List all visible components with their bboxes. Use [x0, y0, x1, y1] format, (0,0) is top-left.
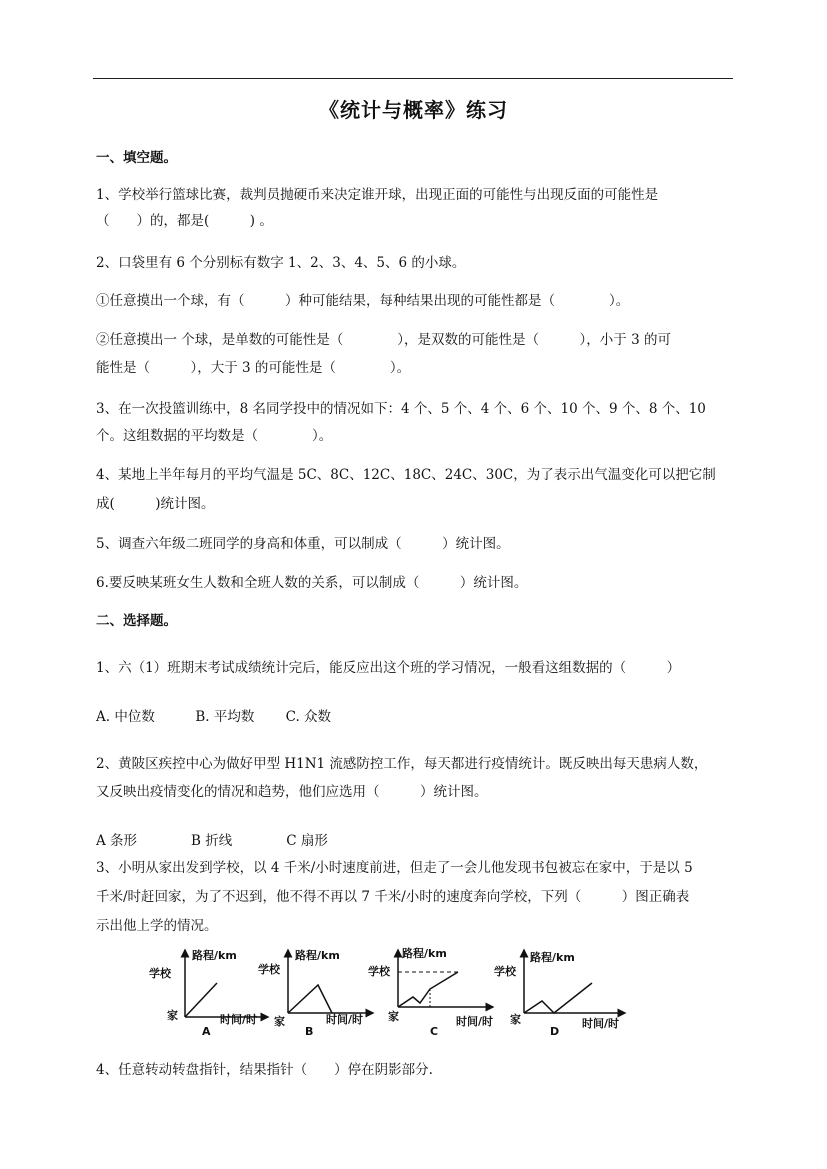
question-line: 6.要反映某班女生人数和全班人数的关系，可以制成（ ）统计图。 — [96, 575, 528, 591]
graph-option-d — [494, 945, 634, 1044]
section-1-heading: 一、填空题。 — [96, 150, 177, 166]
y-axis-label: 路程/km — [530, 951, 575, 964]
question-line: 4、任意转动转盘指针，结果指针（ ）停在阴影部分. — [96, 1062, 433, 1078]
question-line: 4、某地上半年每月的平均气温是 5C、8C、12C、18C、24C、30C，为了表示出气温变化可以把它制 — [96, 467, 716, 483]
page-title: 《统计与概率》练习 — [319, 98, 508, 122]
question-line: 3、小明从家出发到学校，以 4 千米/小时速度前进，但走了一会儿他发现书包被忘在家中，于是以 5 — [96, 860, 693, 876]
question-line: 2、口袋里有 6 个分别标有数字 1、2、3、4、5、6 的小球。 — [96, 255, 466, 271]
question-line: 2、黄陂区疾控中心为做好甲型 H1N1 流感防控工作，每天都进行疫情统计。既反映出每天患病人数， — [96, 756, 708, 772]
graph-option-a — [145, 945, 275, 1044]
x-axis-label: 时间/时 — [220, 1013, 258, 1026]
question-line: ②任意摸出一 个球，是单数的可能性是（ ），是双数的可能性是（ ），小于 3 的可 — [96, 332, 671, 348]
school-label: 学校 — [149, 967, 171, 980]
home-label: 家 — [510, 1013, 521, 1026]
y-axis-label: 路程/km — [192, 949, 237, 962]
choice-line: A 条形 B 折线 C 扇形 — [96, 833, 328, 849]
question-line: 3、在一次投篮训练中，8 名同学投中的情况如下：4 个、5 个、4 个、6 个、10 个、9 个、8 个、10 — [96, 401, 706, 417]
school-label: 学校 — [258, 963, 280, 976]
option-label: D — [550, 1025, 560, 1038]
school-label: 学校 — [368, 965, 390, 978]
question-line: （ ）的，都是( ) 。 — [96, 213, 273, 229]
option-label: B — [305, 1025, 314, 1038]
question-line: 千米/时赶回家，为了不迟到，他不得不再以 7 千米/小时的速度奔向学校，下列（ ）图正确表 — [96, 889, 690, 905]
home-label: 家 — [167, 1009, 178, 1022]
x-axis-label: 时间/时 — [456, 1015, 494, 1028]
x-axis-label: 时间/时 — [582, 1017, 620, 1030]
choice-line: A. 中位数 B. 平均数 C. 众数 — [96, 709, 332, 725]
y-axis-label: 路程/km — [402, 947, 447, 960]
x-axis-label: 时间/时 — [326, 1013, 364, 1026]
question-line: 1、六（1）班期末考试成绩统计完后，能反应出这个班的学习情况，一般看这组数据的（ ） — [96, 660, 681, 676]
home-label: 家 — [388, 1010, 399, 1023]
question-line: 示出他上学的情况。 — [96, 918, 218, 934]
school-label: 学校 — [494, 965, 516, 978]
option-label: C — [430, 1025, 439, 1038]
question-line: 1、学校举行篮球比赛，裁判员抛硬币来决定谁开球，出现正面的可能性与出现反面的可能性是 — [96, 187, 659, 203]
y-axis-label: 路程/km — [295, 949, 340, 962]
section-2-heading: 二、选择题。 — [96, 613, 177, 629]
question-line: 个。这组数据的平均数是（ ）。 — [96, 428, 333, 444]
question-line: 成( )统计图。 — [96, 496, 215, 512]
top-rule — [93, 78, 733, 79]
question-line: 能性是（ ），大于 3 的可能性是（ ）。 — [96, 360, 411, 376]
home-label: 家 — [274, 1015, 285, 1028]
question-line: 5、调查六年级二班同学的身高和体重，可以制成（ ）统计图。 — [96, 536, 510, 552]
question-line: 又反映出疫情变化的情况和趋势，他们应选用（ ）统计图。 — [96, 784, 488, 800]
graph-option-c — [368, 945, 508, 1044]
question-line: ①任意摸出一个球，有（ ）种可能结果，每种结果出现的可能性都是（ ）。 — [96, 293, 630, 309]
option-label: A — [202, 1025, 211, 1038]
